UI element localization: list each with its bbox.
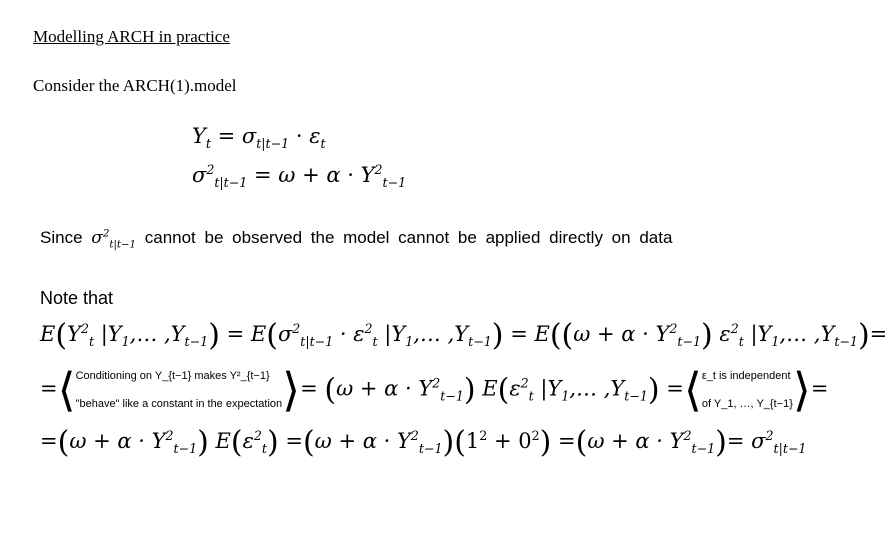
derivation-line-1: $E(Y^2_t$ $|Y_1,\dots$ $,Y_{t-1}) = E(\sigma^2_{t|t-1} \cdot \varepsilon^2_t$ $|Y_1,\dots$ $,Y_{t-1}) = E((\omega + \alpha \cdot Y^2_{t-1})$ $\varepsilon^2_t$ $|Y_1,\dots$ $,Y_{t-1})=$ bbox=[40, 318, 887, 353]
since-prefix: Since bbox=[40, 228, 83, 247]
since-suffix: cannot be observed the model cannot be applied directly on data bbox=[144, 228, 673, 247]
bracket-independence: ε_t is independent of Y_1, …, Y_{t−1} bbox=[701, 370, 793, 410]
slide-title: Modelling ARCH in practice bbox=[33, 27, 230, 46]
bracket-conditioning: Conditioning on Y_{t−1} makes Y²_{t−1} "behave" like a constant in the expectation bbox=[75, 370, 283, 410]
derivation-line-3: $=(\omega + \alpha \cdot Y^2_{t-1})$ $E(\varepsilon^2_t) =(\omega + \alpha \cdot Y^2_{t-1})(1^2 + 0^2) =(\omega + \alpha \cdot Y^2_{t-1})= \sigma^2_{t|t-1}$ bbox=[40, 425, 807, 460]
derivation-line-2: =⟨Conditioning on Y_{t−1} makes Y²_{t−1} "behave" like a constant in the expectation⟩= $(\omega + \alpha \cdot Y^2_{t-1})$ $E(\varepsilon^2_t$ $|Y_1,\dots$ $,Y_{t-1}$) =⟨ε_t is independent of Y_1, …, Y_{t−1}⟩= bbox=[40, 362, 829, 417]
sigma-inline: $\sigma^2_{t|t-1}$ bbox=[91, 228, 136, 251]
since-statement bbox=[40, 228, 672, 250]
intro-text: Consider the ARCH(1).model bbox=[33, 76, 237, 95]
model-equation: $Y_t = \sigma_{t|t-1} \cdot \varepsilon_t$ bbox=[192, 124, 326, 152]
note-label: Note that bbox=[40, 288, 114, 308]
variance-equation: $\sigma^2_{t|t-1} = \omega + \alpha \cdot Y^2_{t-1}$ bbox=[192, 162, 407, 191]
